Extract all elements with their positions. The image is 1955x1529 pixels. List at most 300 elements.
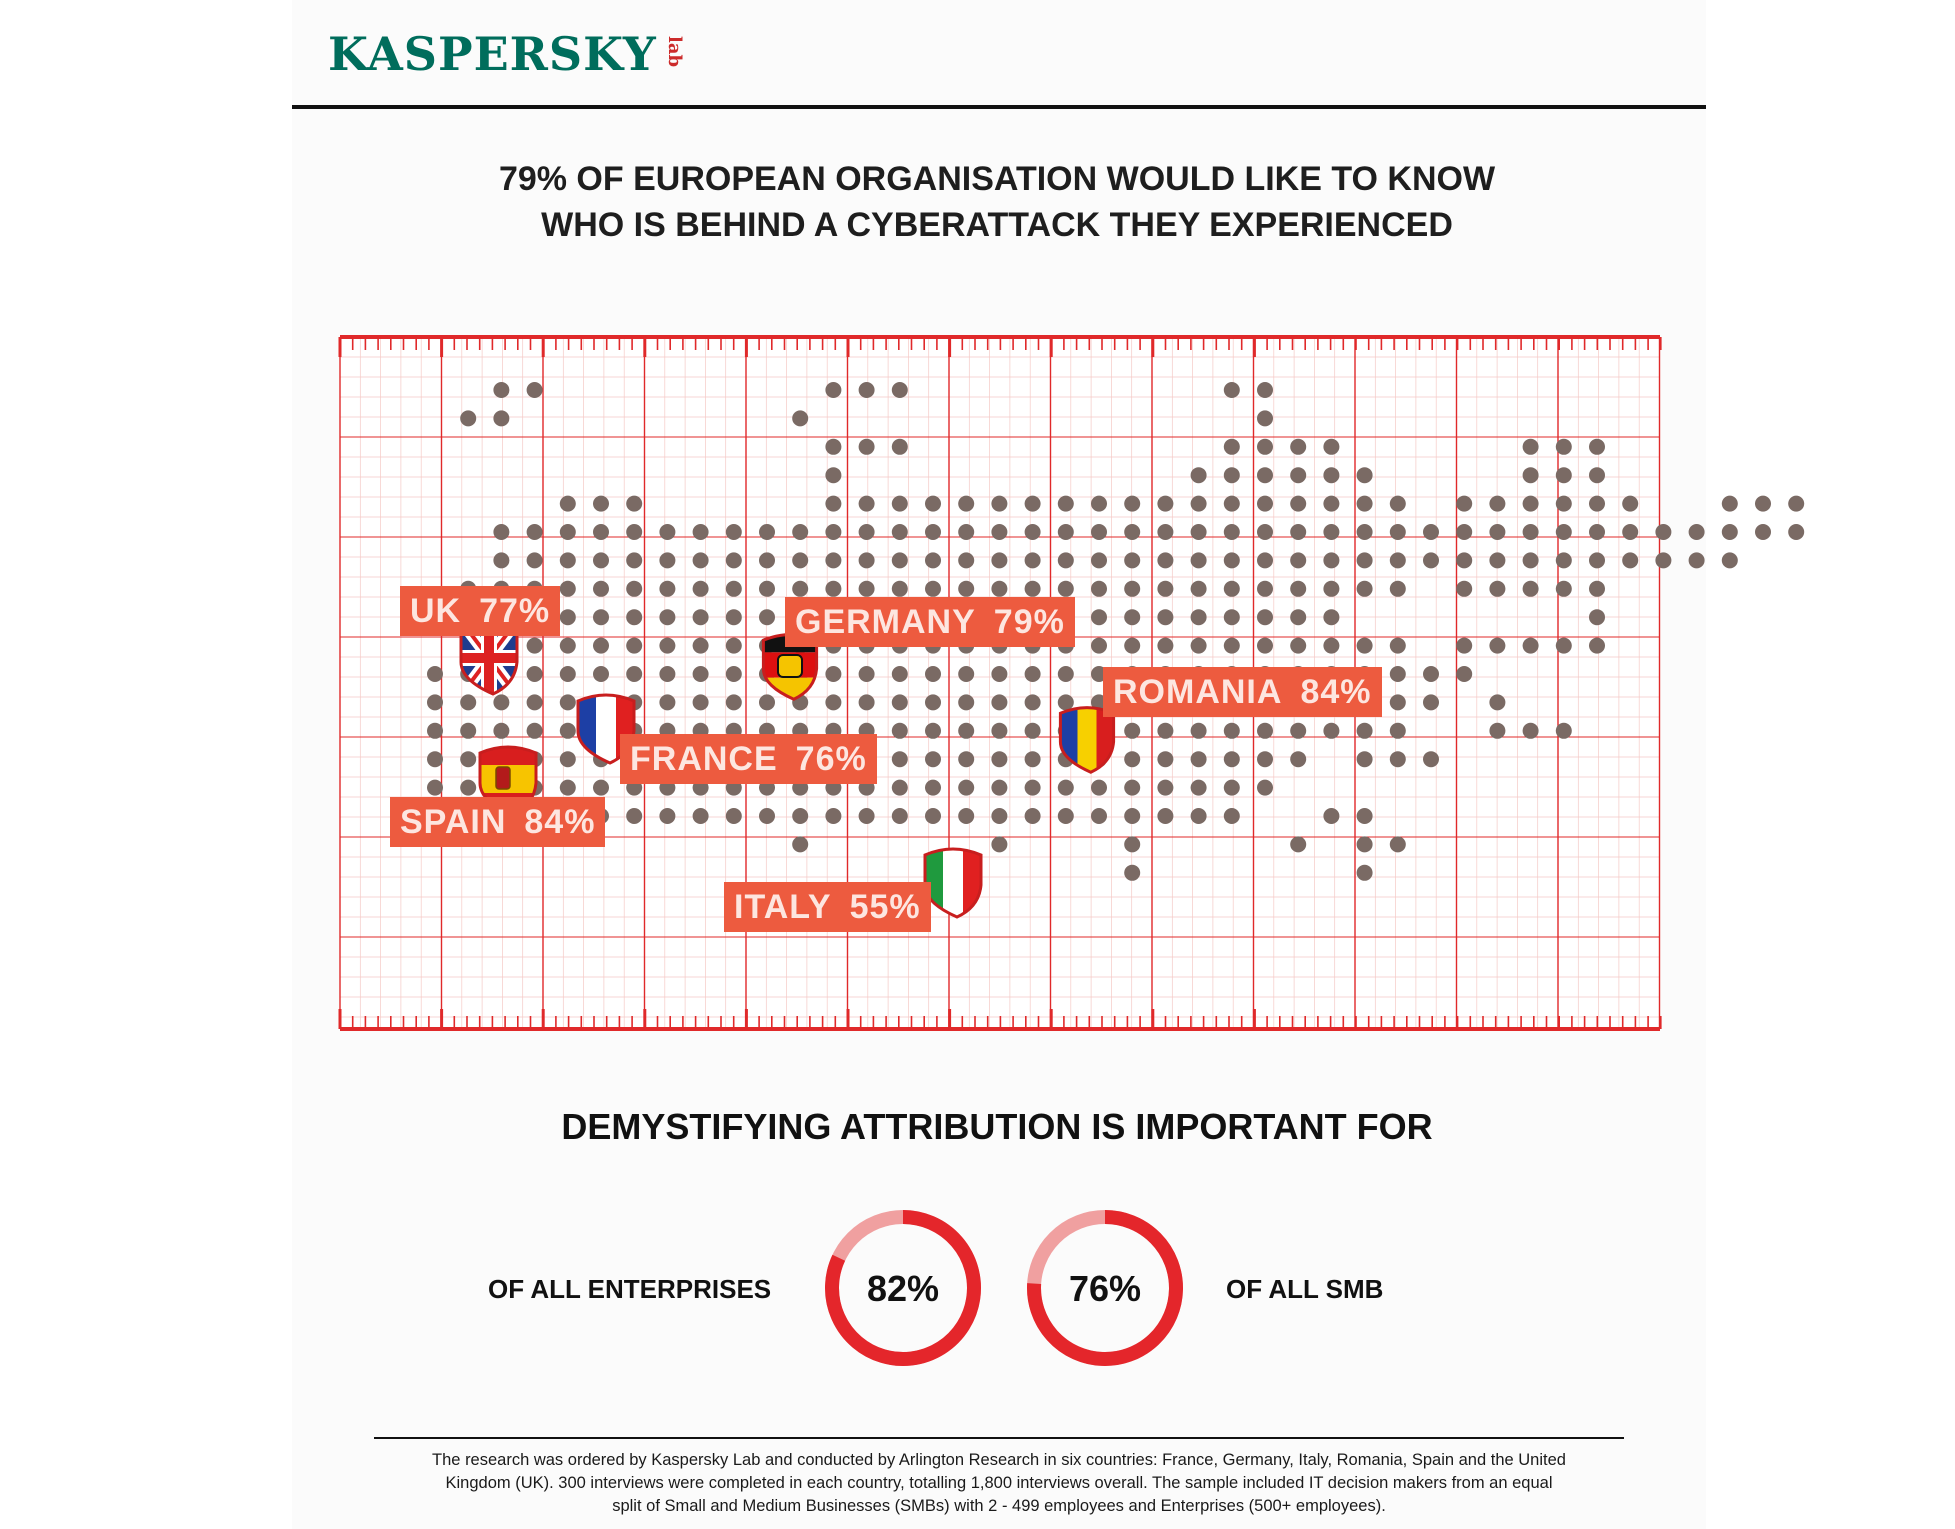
map-dot <box>1755 496 1771 512</box>
map-dot <box>527 694 543 710</box>
map-dot <box>659 694 675 710</box>
map-dot <box>1722 524 1738 540</box>
map-dot <box>1058 552 1074 568</box>
map-dot <box>792 524 808 540</box>
map-dot <box>1224 609 1240 625</box>
map-dot <box>1191 467 1207 483</box>
map-dot <box>693 638 709 654</box>
map-dot <box>925 524 941 540</box>
map-dot <box>593 638 609 654</box>
map-dot <box>1290 552 1306 568</box>
callout-spain <box>390 797 605 847</box>
callout-uk <box>400 586 560 636</box>
map-dot <box>825 552 841 568</box>
enterprises-donut-value: 82% <box>866 1268 940 1309</box>
map-dot <box>560 524 576 540</box>
map-dot <box>958 694 974 710</box>
map-dot <box>1025 496 1041 512</box>
map-dot <box>825 581 841 597</box>
map-dot <box>1058 694 1074 710</box>
map-dot <box>1191 581 1207 597</box>
map-grid <box>340 337 1661 1029</box>
map-dot <box>1257 638 1273 654</box>
callout-value: 55% <box>849 888 921 926</box>
map-dot <box>1025 552 1041 568</box>
map-dot <box>427 780 443 796</box>
map-dot <box>1058 666 1074 682</box>
map-dot <box>1456 638 1472 654</box>
map-dot <box>1357 836 1373 852</box>
map-dot <box>1025 780 1041 796</box>
map-dot <box>1290 836 1306 852</box>
callout-germany <box>785 597 1075 647</box>
map-dot <box>1124 496 1140 512</box>
map-dot <box>925 694 941 710</box>
map-dot <box>991 780 1007 796</box>
callout-france <box>620 734 877 784</box>
fr-flag-white <box>596 687 616 767</box>
map-dot <box>1157 524 1173 540</box>
map-dot <box>1390 496 1406 512</box>
map-dot <box>825 694 841 710</box>
map-dot <box>925 723 941 739</box>
map-dot <box>1323 581 1339 597</box>
map-dot <box>1655 524 1671 540</box>
map-dot <box>560 751 576 767</box>
map-dot <box>1224 552 1240 568</box>
map-dot <box>892 581 908 597</box>
map-dot <box>792 836 808 852</box>
headline-line-1: 79% OF EUROPEAN ORGANISATION WOULD LIKE TO KNOW <box>498 160 1496 198</box>
map-dot <box>1523 496 1539 512</box>
map-dot <box>925 496 941 512</box>
map-dot <box>726 694 742 710</box>
map-dot <box>560 552 576 568</box>
map-dot <box>1357 638 1373 654</box>
map-dot <box>1556 638 1572 654</box>
map-dot <box>1323 439 1339 455</box>
map-dot <box>892 496 908 512</box>
map-dot <box>1124 524 1140 540</box>
map-dot <box>1091 780 1107 796</box>
map-dot <box>626 524 642 540</box>
map-dot <box>1257 439 1273 455</box>
map-dot <box>958 552 974 568</box>
map-dot <box>593 524 609 540</box>
map-dot <box>1124 808 1140 824</box>
map-dot <box>859 694 875 710</box>
map-dot <box>958 808 974 824</box>
map-dot <box>1357 723 1373 739</box>
map-dot <box>1224 808 1240 824</box>
map-dot <box>1589 439 1605 455</box>
smb-donut-value: 76% <box>1068 1268 1142 1309</box>
map-dot <box>726 524 742 540</box>
map-dot <box>1755 524 1771 540</box>
map-dot <box>859 524 875 540</box>
es-flag-emblem <box>496 767 510 789</box>
map-dot <box>1191 496 1207 512</box>
map-dot <box>1290 439 1306 455</box>
map-dot <box>1390 552 1406 568</box>
map-dot <box>560 496 576 512</box>
map-dot <box>1523 723 1539 739</box>
map-dot <box>560 723 576 739</box>
callout-value: 76% <box>795 740 867 778</box>
map-dot <box>1556 467 1572 483</box>
map-dot <box>1523 638 1539 654</box>
map-dot <box>1323 808 1339 824</box>
map-dot <box>991 808 1007 824</box>
map-dot <box>1489 496 1505 512</box>
map-dot <box>527 723 543 739</box>
map-dot <box>991 581 1007 597</box>
map-dot <box>1124 609 1140 625</box>
map-dot <box>1323 609 1339 625</box>
map-dot <box>1124 638 1140 654</box>
map-dot <box>427 723 443 739</box>
map-dot <box>693 581 709 597</box>
map-dot <box>925 581 941 597</box>
map-dot <box>1523 439 1539 455</box>
map-dot <box>726 638 742 654</box>
map-dot <box>1423 694 1439 710</box>
map-dot <box>892 808 908 824</box>
map-dot <box>1357 865 1373 881</box>
map-dot <box>1589 581 1605 597</box>
map-dot <box>726 609 742 625</box>
map-dot <box>1556 723 1572 739</box>
map-dot <box>1191 638 1207 654</box>
map-dot <box>825 467 841 483</box>
map-dot <box>1124 780 1140 796</box>
map-dot <box>726 552 742 568</box>
footer-methodology-note: The research was ordered by Kaspersky Lab and conducted by Arlington Research in six countries: France, Germany, Italy, Romania, Spain and the United Kingdom (UK). 300 interviews were completed in each country, totalling 1,800 interviews overall. The sample included IT decision makers from an equal split of Small and Medium Businesses (SMBs) with 2 - 499 employees and Enterprises (500+ employees). <box>432 1451 1566 1515</box>
map-dot <box>1423 524 1439 540</box>
map-dot <box>1357 524 1373 540</box>
map-dot <box>626 808 642 824</box>
map-dot <box>1025 694 1041 710</box>
map-dot <box>1257 524 1273 540</box>
smb-label: OF ALL SMB <box>1226 1274 1384 1304</box>
map-dot <box>493 723 509 739</box>
map-dot <box>759 609 775 625</box>
map-dot <box>527 638 543 654</box>
map-dot <box>825 524 841 540</box>
map-dot <box>759 808 775 824</box>
grid-background <box>340 337 1660 1029</box>
map-dot <box>1224 439 1240 455</box>
callout-value: 79% <box>993 603 1065 641</box>
map-dot <box>693 609 709 625</box>
map-dot <box>693 666 709 682</box>
map-dot <box>560 638 576 654</box>
map-dot <box>1489 524 1505 540</box>
map-dot <box>991 666 1007 682</box>
map-dot <box>1124 751 1140 767</box>
map-dot <box>1456 496 1472 512</box>
map-dot <box>626 496 642 512</box>
map-dot <box>1224 382 1240 398</box>
map-dot <box>1157 581 1173 597</box>
map-dot <box>1357 496 1373 512</box>
map-dot <box>726 666 742 682</box>
map-dot <box>1556 552 1572 568</box>
map-dot <box>1489 552 1505 568</box>
map-dot <box>958 496 974 512</box>
map-dot <box>1257 410 1273 426</box>
map-dot <box>1390 638 1406 654</box>
callout-country: UK <box>410 592 462 630</box>
map-dot <box>593 666 609 682</box>
map-dot <box>1224 581 1240 597</box>
map-dot <box>1323 524 1339 540</box>
map-dot <box>460 780 476 796</box>
map-dot <box>1157 552 1173 568</box>
map-dot <box>560 581 576 597</box>
map-dot <box>1091 496 1107 512</box>
map-dot <box>1058 496 1074 512</box>
map-dot <box>1157 638 1173 654</box>
map-dot <box>1456 666 1472 682</box>
map-dot <box>1290 751 1306 767</box>
footer-divider <box>374 1437 1624 1439</box>
map-dot <box>1622 552 1638 568</box>
map-dot <box>1091 808 1107 824</box>
callout-value: 84% <box>1300 673 1372 711</box>
map-dot <box>1257 751 1273 767</box>
callout-country: ROMANIA <box>1113 673 1283 711</box>
map-dot <box>859 581 875 597</box>
map-dot <box>958 581 974 597</box>
map-dot <box>792 410 808 426</box>
map-dot <box>825 808 841 824</box>
map-dot <box>659 524 675 540</box>
map-dot <box>527 524 543 540</box>
map-dot <box>859 666 875 682</box>
map-dot <box>825 666 841 682</box>
map-dot <box>1788 524 1804 540</box>
map-dot <box>1423 751 1439 767</box>
map-dot <box>1025 751 1041 767</box>
map-dot <box>593 609 609 625</box>
map-dot <box>859 496 875 512</box>
map-dot <box>1390 723 1406 739</box>
map-dot <box>991 496 1007 512</box>
map-dot <box>1489 694 1505 710</box>
map-dot <box>1058 780 1074 796</box>
map-dot <box>1025 666 1041 682</box>
map-dot <box>1257 382 1273 398</box>
map-dot <box>1191 552 1207 568</box>
map-dot <box>1257 780 1273 796</box>
map-dot <box>991 524 1007 540</box>
map-dot <box>1390 524 1406 540</box>
map-dot <box>825 439 841 455</box>
map-dot <box>958 524 974 540</box>
de-flag-eagle <box>778 655 802 677</box>
map-dot <box>1523 524 1539 540</box>
callout-country: SPAIN <box>400 803 507 841</box>
map-dot <box>659 666 675 682</box>
map-dot <box>1224 638 1240 654</box>
callout-country: GERMANY <box>795 603 976 641</box>
map-dot <box>1091 552 1107 568</box>
map-dot <box>1622 496 1638 512</box>
attribution-heading: DEMYSTIFYING ATTRIBUTION IS IMPORTANT FOR <box>561 1106 1433 1147</box>
map-dot <box>1157 780 1173 796</box>
map-dot <box>1025 524 1041 540</box>
map-dot <box>892 439 908 455</box>
map-dot <box>1423 552 1439 568</box>
map-dot <box>1390 581 1406 597</box>
map-dot <box>892 694 908 710</box>
map-dot <box>1556 581 1572 597</box>
map-dot <box>859 382 875 398</box>
map-dot <box>726 808 742 824</box>
map-dot <box>1689 524 1705 540</box>
map-dot <box>659 609 675 625</box>
map-dot <box>1655 552 1671 568</box>
map-dot <box>759 524 775 540</box>
map-dot <box>626 552 642 568</box>
map-dot <box>792 552 808 568</box>
map-dot <box>460 751 476 767</box>
map-dot <box>593 581 609 597</box>
map-dot <box>527 552 543 568</box>
map-dot <box>759 694 775 710</box>
map-dot <box>1489 638 1505 654</box>
map-dot <box>1357 581 1373 597</box>
map-dot <box>659 552 675 568</box>
map-dot <box>659 808 675 824</box>
map-dot <box>1058 524 1074 540</box>
ro-flag-yellow <box>1078 700 1097 776</box>
map-dot <box>991 836 1007 852</box>
map-dot <box>859 808 875 824</box>
map-dot <box>726 581 742 597</box>
callout-country: ITALY <box>734 888 832 926</box>
callout-value: 84% <box>524 803 596 841</box>
map-dot <box>1224 751 1240 767</box>
callout-country: FRANCE <box>630 740 778 778</box>
map-dot <box>1124 865 1140 881</box>
map-dot <box>991 694 1007 710</box>
map-dot <box>1622 524 1638 540</box>
map-dot <box>1689 552 1705 568</box>
map-dot <box>1124 581 1140 597</box>
map-dot <box>1556 496 1572 512</box>
map-dot <box>493 410 509 426</box>
map-dot <box>1157 609 1173 625</box>
enterprises-label: OF ALL ENTERPRISES <box>488 1274 772 1304</box>
map-dot <box>693 808 709 824</box>
map-dot <box>693 552 709 568</box>
map-dot <box>1423 666 1439 682</box>
callout-italy <box>724 882 931 932</box>
map-dot <box>493 382 509 398</box>
map-dot <box>1257 552 1273 568</box>
map-dot <box>626 638 642 654</box>
map-dot <box>560 609 576 625</box>
map-dot <box>1290 496 1306 512</box>
map-dot <box>991 751 1007 767</box>
map-dot <box>427 666 443 682</box>
map-dot <box>925 808 941 824</box>
map-dot <box>1589 609 1605 625</box>
map-dot <box>1589 467 1605 483</box>
map-dot <box>1722 496 1738 512</box>
map-dot <box>1357 467 1373 483</box>
map-dot <box>792 808 808 824</box>
map-dot <box>1091 609 1107 625</box>
map-dot <box>1257 581 1273 597</box>
map-dot <box>925 666 941 682</box>
map-dot <box>1489 723 1505 739</box>
map-dot <box>1390 694 1406 710</box>
map-dot <box>925 552 941 568</box>
callout-value: 77% <box>479 592 551 630</box>
map-dot <box>1390 836 1406 852</box>
map-dot <box>1157 808 1173 824</box>
map-dot <box>1390 751 1406 767</box>
map-dot <box>925 751 941 767</box>
map-dot <box>1722 552 1738 568</box>
map-dot <box>1456 552 1472 568</box>
map-dot <box>593 552 609 568</box>
uk-flag-cross-red <box>459 653 519 663</box>
map-dot <box>892 552 908 568</box>
map-dot <box>1091 581 1107 597</box>
map-dot <box>991 552 1007 568</box>
map-dot <box>892 780 908 796</box>
map-dot <box>991 723 1007 739</box>
map-dot <box>1257 496 1273 512</box>
map-dot <box>1257 609 1273 625</box>
map-dot <box>427 694 443 710</box>
map-dot <box>1788 496 1804 512</box>
map-dot <box>493 694 509 710</box>
map-dot <box>1290 524 1306 540</box>
map-dot <box>958 751 974 767</box>
map-dot <box>958 780 974 796</box>
map-dot <box>1523 552 1539 568</box>
map-dot <box>693 524 709 540</box>
map-dot <box>1091 524 1107 540</box>
map-dot <box>1323 723 1339 739</box>
map-dot <box>892 751 908 767</box>
map-dot <box>1224 496 1240 512</box>
map-dot <box>1224 780 1240 796</box>
map-dot <box>460 410 476 426</box>
map-dot <box>958 666 974 682</box>
map-dot <box>1323 467 1339 483</box>
map-dot <box>792 581 808 597</box>
map-dot <box>493 552 509 568</box>
map-dot <box>1191 780 1207 796</box>
map-dot <box>1025 808 1041 824</box>
map-dot <box>1589 524 1605 540</box>
map-dot <box>1323 638 1339 654</box>
map-dot <box>1157 723 1173 739</box>
map-dot <box>1290 723 1306 739</box>
map-dot <box>460 723 476 739</box>
map-dot <box>1224 467 1240 483</box>
map-dot <box>1191 808 1207 824</box>
map-dot <box>1390 666 1406 682</box>
logo-wordmark: KASPERSKY <box>328 27 657 81</box>
map-dot <box>1157 496 1173 512</box>
